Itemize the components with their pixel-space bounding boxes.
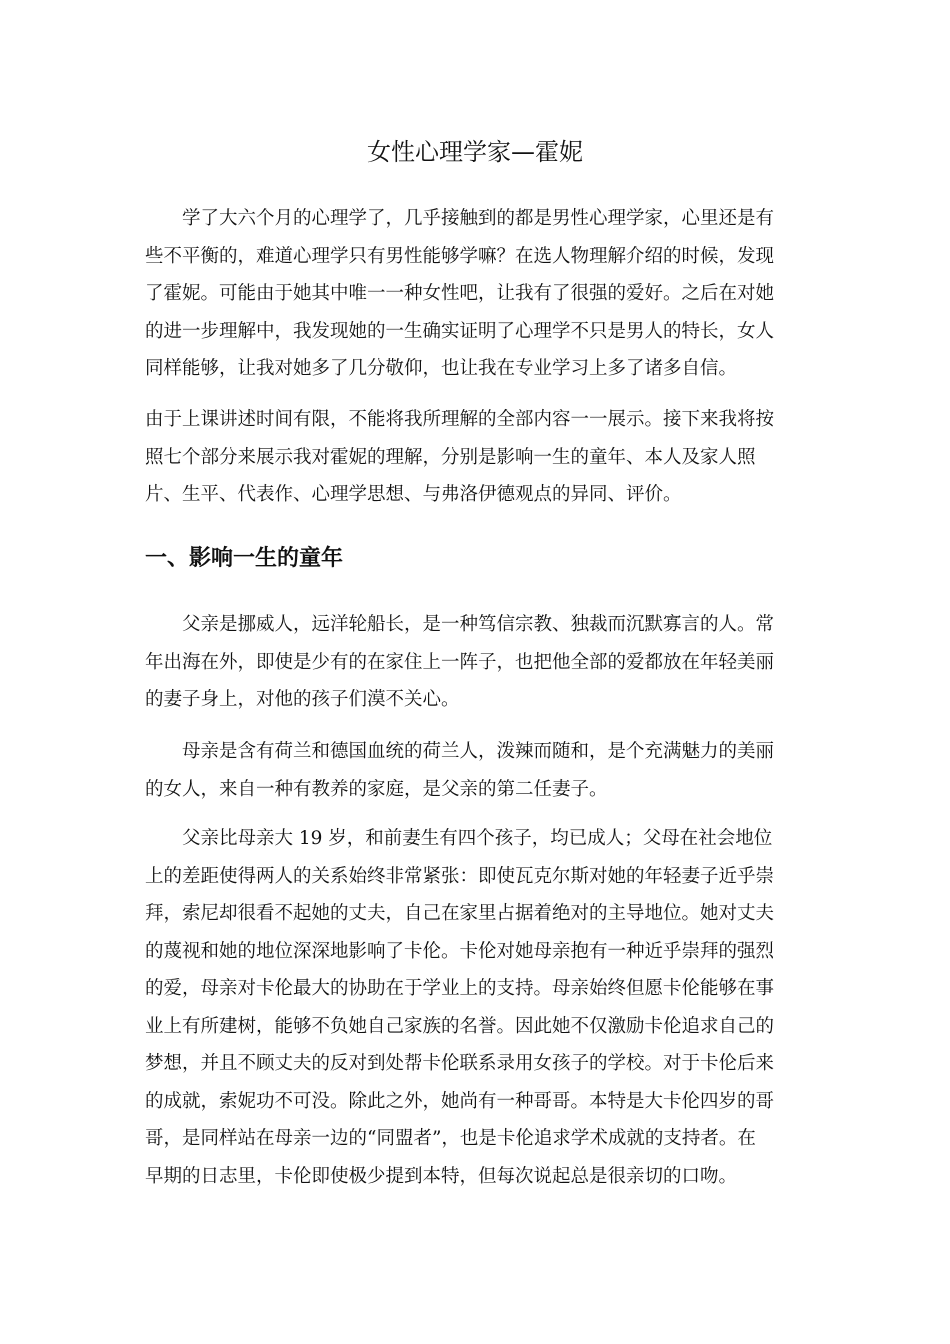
paragraph-line: 拜，索尼却很看不起她的丈夫，自己在家里占据着绝对的主导地位。她对丈夫 — [145, 903, 775, 924]
paragraph-line: 同样能够，让我对她多了几分敬仰，也让我在专业学习上多了诸多自信。 — [145, 358, 738, 379]
paragraph-line: 的蔑视和她的地位深深地影响了卡伦。卡伦对她母亲抱有一种近乎崇拜的强烈 — [145, 940, 775, 962]
section1-paragraph-1 — [145, 606, 810, 719]
paragraph-line: 的爱，母亲对卡伦最大的协助在于学业上的支持。母亲始终但愿卡伦能够在事 — [145, 978, 775, 999]
paragraph-line: 由于上课讲述时间有限，不能将我所理解的全部内容一一展示。接下来我将按 — [145, 409, 775, 430]
intro-paragraph-2 — [145, 401, 810, 514]
document-title: 女性心理学家—霍妮 — [367, 138, 583, 166]
paragraph-line: 的进一步理解中，我发现她的一生确实证明了心理学不只是男人的特长，女人 — [145, 320, 775, 342]
paragraph-line: 父亲比母亲大 19 岁，和前妻生有四个孩子，均已成人；父母在社会地位 — [145, 828, 773, 849]
paragraph-line: 母亲是含有荷兰和德国血统的荷兰人，泼辣而随和，是个充满魅力的美丽 — [145, 741, 775, 762]
paragraph-line: 学了大六个月的心理学了，几乎接触到的都是男性心理学家，心里还是有 — [145, 208, 775, 229]
paragraph-line: 上的差距使得两人的关系始终非常紧张：即使瓦克尔斯对她的年轻妻子近乎崇 — [145, 865, 775, 887]
paragraph-line: 照七个部分来展示我对霍妮的理解，分别是影响一生的童年、本人及家人照 — [145, 446, 756, 468]
intro-paragraph-1 — [145, 200, 810, 388]
paragraph-line: 哥，是同样站在母亲一边的“同盟者”，也是卡伦追求学术成就的支持者。在 — [145, 1128, 756, 1149]
paragraph-line: 年出海在外，即使是少有的在家住上一阵子，也把他全部的爱都放在年轻美丽 — [145, 651, 775, 673]
section1-paragraph-2 — [145, 733, 810, 808]
paragraph-line: 了霍妮。可能由于她其中唯一一种女性吧，让我有了很强的爱好。之后在对她 — [145, 283, 775, 304]
paragraph-line: 的成就，索妮功不可没。除此之外，她尚有一种哥哥。本特是大卡伦四岁的哥 — [145, 1090, 775, 1112]
paragraph-line: 业上有所建树，能够不负她自己家族的名誉。因此她不仅激励卡伦追求自己的 — [145, 1015, 775, 1037]
section-heading: 一、影响一生的童年 — [145, 546, 344, 571]
section1-paragraph-3 — [145, 820, 810, 1195]
paragraph-line: 的妻子身上，对他的孩子们漠不关心。 — [145, 689, 460, 710]
paragraph-line: 片、生平、代表作、心理学思想、与弗洛伊德观点的异同、评价。 — [145, 484, 682, 505]
paragraph-line: 父亲是挪威人，远洋轮船长，是一种笃信宗教、独裁而沉默寡言的人。常 — [145, 614, 775, 635]
paragraph-line: 些不平衡的，难道心理学只有男性能够学嘛？在选人物理解介绍的时候，发现 — [145, 245, 775, 267]
paragraph-line: 的女人，来自一种有教养的家庭，是父亲的第二任妻子。 — [145, 778, 608, 800]
paragraph-line: 早期的日志里，卡伦即使极少提到本特，但每次说起总是很亲切的口吻。 — [145, 1165, 738, 1187]
paragraph-line: 梦想，并且不顾丈夫的反对到处帮卡伦联系录用女孩子的学校。对于卡伦后来 — [145, 1053, 775, 1074]
